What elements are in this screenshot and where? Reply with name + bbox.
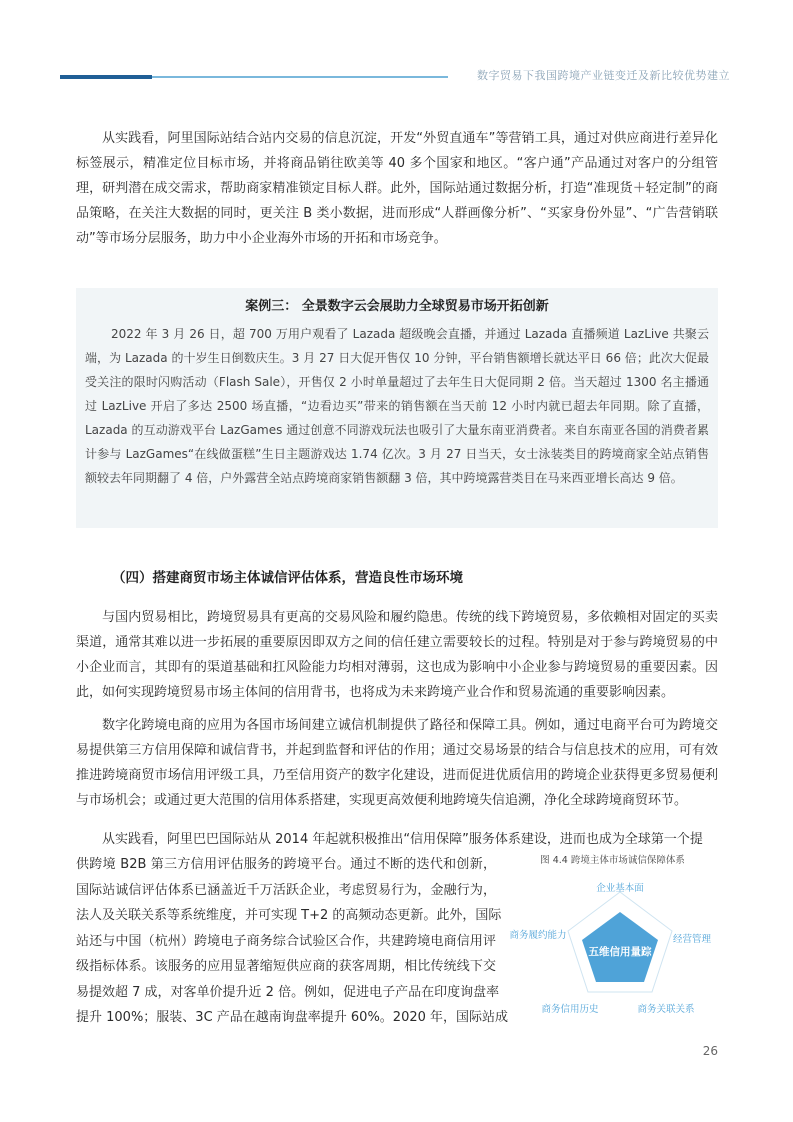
body-paragraph-1: 从实践看，阿里国际站结合站内交易的信息沉淀，开发“外贸直通车”等营销工具，通过对供应商进行差异化标签展示，精准定位目标市场，并将商品销往欧美等 40 多个国家和地区。“客户通”产品通过对客户的分组管理，研判潜在成交需求，帮助商家精准锁定目标人群。此外，国际站通过数据分析，打造“准现货＋轻定制”的商品策略，在关注大数据的同时，更关注 B 类小数据，进而形成“人群画像分析”、“买家身份外显”、“广告营销联动”等市场分层服务，助力中小企业海外市场的开拓和市场竞争。 <box>76 131 718 246</box>
header-rule-accent <box>60 75 152 79</box>
body-paragraph-2: 与国内贸易相比，跨境贸易具有更高的交易风险和履约隐患。传统的线下跨境贸易，多依赖相对固定的买卖渠道，通常其难以进一步拓展的重要原因即双方之间的信任建立需要较长的过程。特别是对于参与跨境贸易的中小企业而言，其即有的渠道基础和扛风险能力均相对薄弱，这也成为影响中小企业参与跨境贸易的重要因素。因此，如何实现跨境贸易市场主体间的信用背书，也将成为未来跨境产业合作和贸易流通的重要影响因素。 <box>76 610 718 700</box>
case-study-body: 2022 年 3 月 26 日，超 700 万用户观看了 Lazada 超级晚会直播，并通过 Lazada 直播频道 LazLive 共聚云端，为 Lazada 的十岁生日倒数庆生。3 月 27 日大促开售仅 10 分钟，平台销售额增长就达平日 66 倍；此次大促最受关注的限时闪购活动（Flash Sale），开售仅 2 小时单量超过了去年生日大促同期 2 倍。当天超过 1300 名主播通过 LazLive 开启了多达 2500 场直播，“边看边买”带来的销售额在当天前 12 小时内就已超去年同期。除了直播，Lazada 的互动游戏平台 LazGames 通过创意不同游戏玩法也吸引了大量东南亚消费者。来自东南亚各国的消费者累计参与 LazGames“在线做蛋糕”生日主题游戏达 1.74 亿次。3 月 27 日当天，女士泳装类目的跨境商家全站点销售额较去年同期翻了 4 倍，户外露营全站点跨境商家销售额翻 3 倍，其中跨境露营类目在马来西亚增长高达 9 倍。 <box>85 327 709 485</box>
dimension-label-bottom-left: 商务信用历史 <box>541 1004 599 1015</box>
page-number: 26 <box>702 1044 718 1058</box>
paragraph-line: 站还与中国（杭州）跨境电子商务综合试验区合作，共建跨境电商信用评 <box>76 933 496 949</box>
running-header: 数字贸易下我国跨境产业链变迁及新比较优势建立 <box>477 69 730 82</box>
case-study-title: 案例三： 全景数字云会展助力全球贸易市场开拓创新 <box>245 299 549 314</box>
paragraph-line: 国际站诚信评估体系已涵盖近千万活跃企业，考虑贸易行为，金融行为， <box>76 882 496 898</box>
dimension-label-right: 经营管理 <box>672 934 712 945</box>
credit-system-figure <box>500 852 725 1022</box>
paragraph-line: 法人及关联关系等系统维度，并可实现 T+2 的高频动态更新。此外，国际 <box>76 908 502 923</box>
pentagon-diagram <box>500 864 725 1029</box>
paragraph-line: 级指标体系。该服务的应用显著缩短供应商的获客周期，相比传统线下交 <box>76 959 496 974</box>
header-rule <box>152 76 448 78</box>
case-study-box <box>76 288 718 528</box>
pentagon-center-label: 五维信用量踪 <box>588 946 652 958</box>
body-paragraph-4-wrapped <box>76 852 509 1031</box>
paragraph-line: 供跨境 B2B 第三方信用评估服务的跨境平台。通过不断的迭代和创新， <box>76 857 496 872</box>
dimension-label-left: 商务履约能力 <box>509 930 567 941</box>
dimension-label-top: 企业基本面 <box>596 883 644 894</box>
dimension-label-bottom-right: 商务关联关系 <box>637 1004 695 1015</box>
body-paragraph-3: 数字化跨境电商的应用为各国市场间建立诚信机制提供了路径和保障工具。例如，通过电商平台可为跨境交易提供第三方信用保障和诚信背书，并起到监督和评估的作用；通过交易场景的结合与信息技术的应用，可有效推进跨境商贸市场信用评级工具，乃至信用资产的数字化建设，进而促进优质信用的跨境企业获得更多贸易便利与市场机会；或通过更大范围的信用体系搭建，实现更高效便利地跨境失信追溯，净化全球跨境商贸环节。 <box>76 718 718 808</box>
body-paragraph-4-first-line: 从实践看，阿里巴巴国际站从 2014 年起就积极推出“信用保障”服务体系建设，进而也成为全球第一个提 <box>102 832 703 847</box>
paragraph-line: 易提效超 7 成，对客单价提升近 2 倍。例如，促进电子产品在印度询盘率 <box>76 984 500 1000</box>
section-heading: （四）搭建商贸市场主体诚信评估体系，营造良性市场环境 <box>112 570 463 586</box>
paragraph-line: 提升 100%；服装、3C 产品在越南询盘率提升 60%。2020 年，国际站成 <box>76 1010 509 1025</box>
figure-caption: 图 4.4 跨境主体市场诚信保障体系 <box>540 855 685 866</box>
